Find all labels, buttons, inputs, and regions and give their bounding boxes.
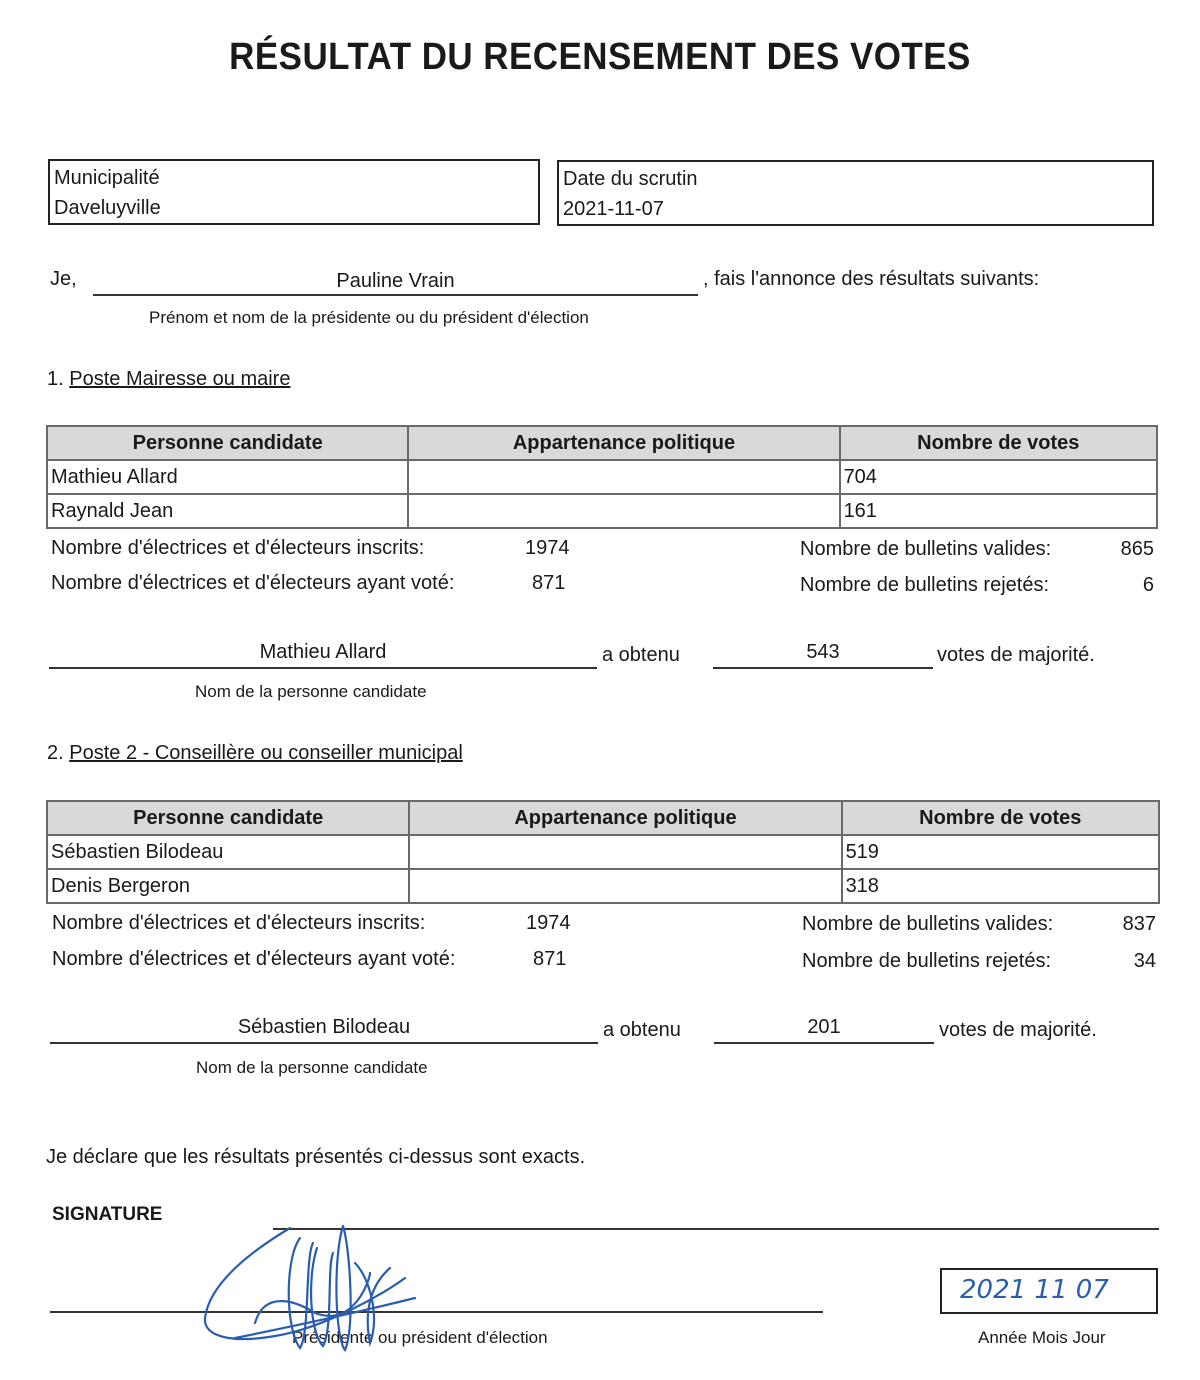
section-1-label: Poste Mairesse ou maire [69,368,291,390]
signer-caption: Présidente ou président d'élection [292,1328,548,1347]
signature-label: SIGNATURE [52,1204,163,1225]
section-2-valid-label: Nombre de bulletins valides: [802,913,1054,935]
section-2-rejected-value: 34 [1133,950,1156,972]
candidate-party [408,494,839,528]
column-header-votes: Nombre de votes [842,801,1159,835]
declaration-prefix: Je, [50,268,77,290]
section-1-rejected-value: 6 [1142,574,1154,596]
section-2-winner-line [50,1016,598,1044]
column-header-party: Appartenance politique [409,801,841,835]
candidate-party [409,835,841,869]
section-1-majority-value: 543 [806,641,840,663]
candidate-votes: 704 [840,460,1157,494]
section-2-rejected-label: Nombre de bulletins rejetés: [802,950,1052,972]
candidate-name: Sébastien Bilodeau [47,835,409,869]
candidate-votes: 318 [842,869,1159,903]
table-header-row [47,426,1157,460]
section-2-majority-value: 201 [807,1016,841,1038]
table-header-row [47,801,1159,835]
table-row [47,835,1159,869]
section-2-label: Poste 2 - Conseillère ou conseiller municipal [69,742,463,764]
table-row [47,869,1159,903]
section-1-registered-value: 1974 [525,537,570,559]
section-1-voted-value: 871 [532,572,566,594]
column-header-candidate: Personne candidate [47,426,408,460]
municipality-value: Daveluyville [54,197,161,219]
table-row [47,494,1157,528]
section-1-majority-line [713,641,933,669]
section-1-title [47,368,290,391]
section-1-valid-label: Nombre de bulletins valides: [800,538,1052,560]
section-1-registered-label: Nombre d'électrices et d'électeurs inscrits: [51,537,425,559]
column-header-candidate: Personne candidate [47,801,409,835]
candidate-name: Denis Bergeron [47,869,409,903]
column-header-votes: Nombre de votes [840,426,1157,460]
section-1-rejected-label: Nombre de bulletins rejetés: [800,574,1050,596]
section-1-obtained-label: a obtenu [602,644,680,666]
election-date-value: 2021-11-07 [563,198,664,220]
section-2-registered-label: Nombre d'électrices et d'électeurs inscrits: [52,912,426,934]
candidate-name: Raynald Jean [47,494,408,528]
election-date-box [557,160,1154,226]
section-1-winner-name: Mathieu Allard [259,641,387,663]
president-name: Pauline Vrain [336,270,455,292]
section-2-number: 2. [47,742,64,764]
section-2-voted-value: 871 [533,948,567,970]
municipality-box [48,159,540,225]
section-1-valid-value: 865 [1120,538,1154,560]
section-2-obtained-label: a obtenu [603,1019,681,1041]
column-header-party: Appartenance politique [408,426,839,460]
section-1-voted-label: Nombre d'électrices et d'électeurs ayant voté: [51,572,455,594]
election-date-label: Date du scrutin [563,168,698,190]
section-1-results-table [46,425,1158,529]
section-1-winner-line [49,641,597,669]
signer-line [50,1311,823,1313]
declaration-suffix: , fais l'annonce des résultats suivants: [703,268,1040,290]
date-format-caption: Année Mois Jour [978,1328,1106,1347]
section-2-majority-line [714,1016,934,1044]
table-row [47,460,1157,494]
handwritten-date-box: 2021 11 07 [940,1268,1158,1314]
document-title: RÉSULTAT DU RECENSEMENT DES VOTES [229,36,971,78]
signature-top-line [273,1228,1159,1230]
section-2-results-table [46,800,1160,904]
section-2-winner-name: Sébastien Bilodeau [237,1016,411,1038]
candidate-votes: 161 [840,494,1157,528]
section-2-winner-caption: Nom de la personne candidate [196,1058,428,1077]
president-name-line [93,270,698,296]
section-1-number: 1. [47,368,64,390]
candidate-party [408,460,839,494]
candidate-name: Mathieu Allard [47,460,408,494]
candidate-party [409,869,841,903]
section-2-valid-value: 837 [1122,913,1156,935]
accuracy-statement: Je déclare que les résultats présentés ci-dessus sont exacts. [46,1146,586,1168]
section-1-winner-caption: Nom de la personne candidate [195,682,427,701]
municipality-label: Municipalité [54,167,160,189]
section-2-voted-label: Nombre d'électrices et d'électeurs ayant voté: [52,948,456,970]
section-1-majority-suffix: votes de majorité. [937,644,1095,666]
section-2-registered-value: 1974 [526,912,571,934]
section-2-title [47,742,463,765]
section-2-majority-suffix: votes de majorité. [939,1019,1097,1041]
candidate-votes: 519 [842,835,1159,869]
president-name-caption: Prénom et nom de la présidente ou du président d'élection [149,308,589,327]
